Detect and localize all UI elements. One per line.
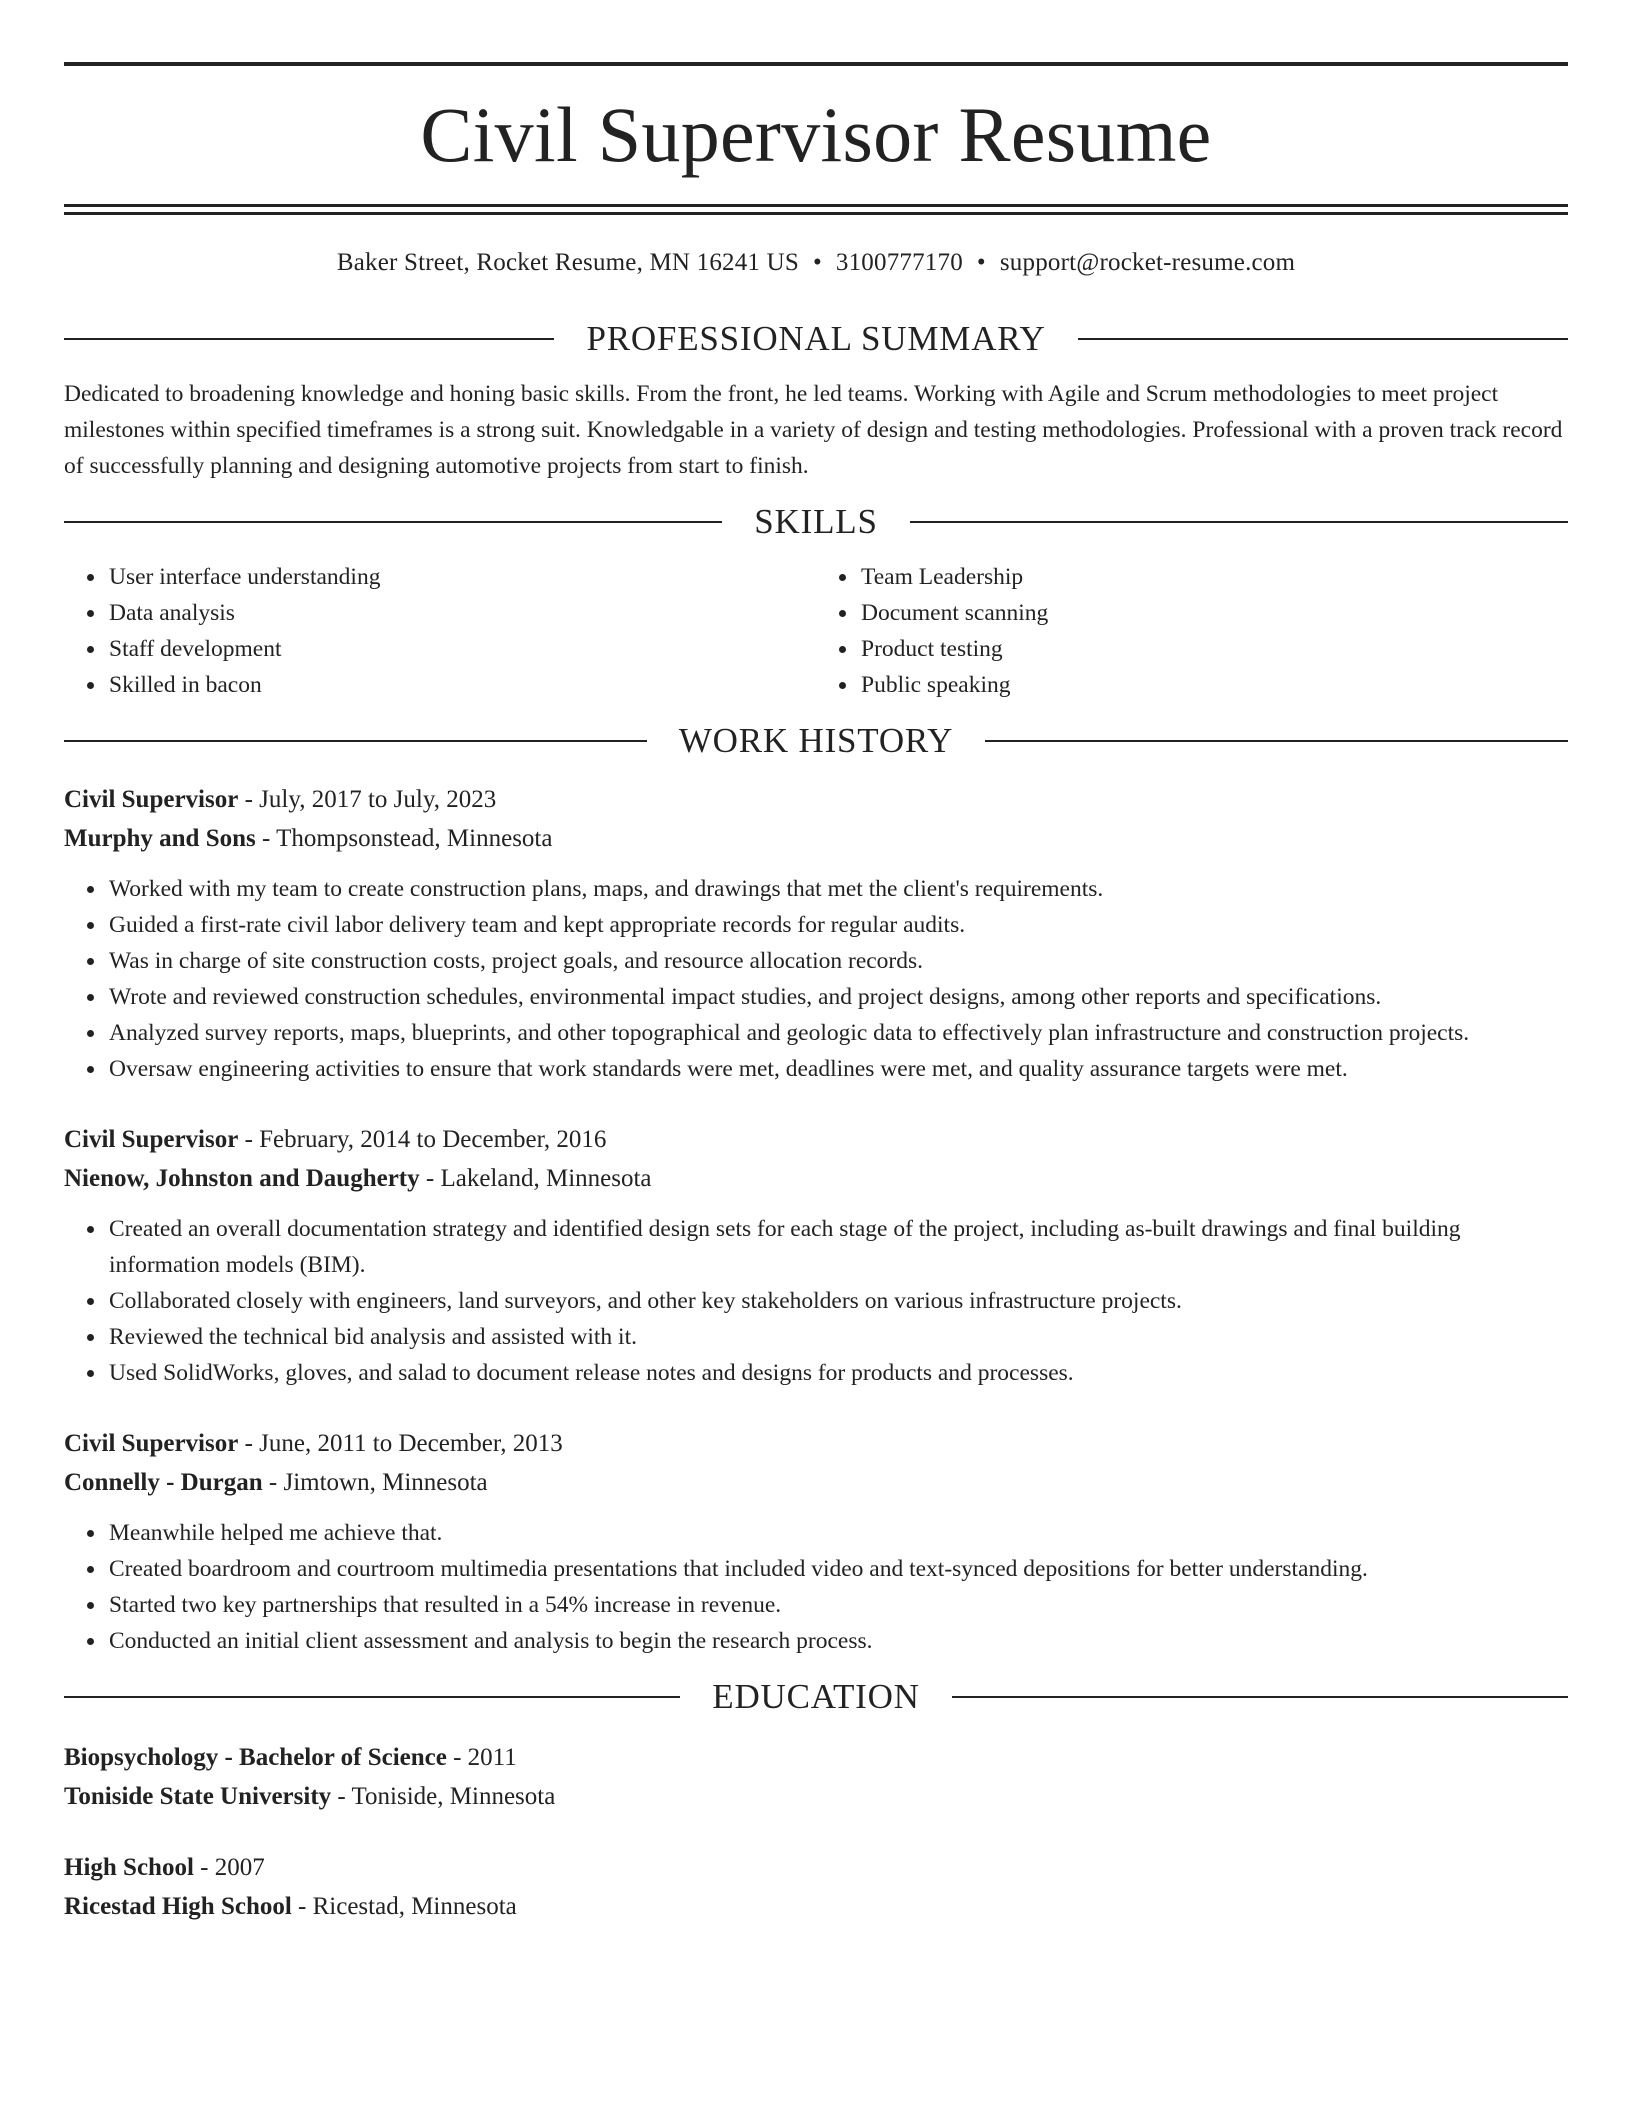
job-bullet: • Started two key partnerships that resulted in a 54% increase in revenue. [107, 1587, 1568, 1623]
job-bullet: • Reviewed the technical bid analysis and assisted with it. [107, 1319, 1568, 1355]
title-double-rule [64, 204, 1568, 215]
heading-rule [985, 740, 1568, 742]
skills-list [64, 559, 1568, 703]
job-bullet: • Collaborated closely with engineers, land surveyors, and other key stakeholders on various infrastructure projects. [107, 1283, 1568, 1319]
job-location: - Lakeland, Minnesota [419, 1165, 652, 1192]
education-degree-line [64, 1738, 1568, 1777]
contact-separator: • [812, 249, 822, 276]
heading-rule [64, 740, 647, 742]
skill-item: • User interface understanding [107, 559, 816, 595]
job-title: Civil Supervisor [64, 1430, 239, 1457]
job-entry [64, 1120, 1568, 1391]
job-bullet: • Was in charge of site construction costs, project goals, and resource allocation records. [107, 943, 1568, 979]
job-dates: - June, 2011 to December, 2013 [238, 1430, 563, 1457]
skill-item: • Team Leadership [859, 559, 1568, 595]
job-bullet: • Created boardroom and courtroom multimedia presentations that included video and text-synced depositions for better understanding. [107, 1551, 1568, 1587]
section-title: SKILLS [754, 502, 878, 541]
job-location: - Thompsonstead, Minnesota [255, 825, 553, 852]
education-degree: High School [64, 1854, 194, 1881]
job-bullet: • Worked with my team to create construction plans, maps, and drawings that met the client's requirements. [107, 871, 1568, 907]
summary-text: Dedicated to broadening knowledge and honing basic skills. From the front, he led teams. Working with Agile and Scrum methodologies to meet project milestones within specified timeframes is a strong suit. Knowledgable in a variety of design and testing methodologies. Professional with a proven track record of successfully planning and designing automotive projects from start to finish. [64, 381, 1563, 479]
skill-item: • Document scanning [859, 595, 1568, 631]
contact-separator: • [976, 249, 986, 276]
job-company: Murphy and Sons [64, 825, 256, 852]
job-company: Connelly - Durgan [64, 1469, 263, 1496]
job-bullet: • Wrote and reviewed construction schedules, environmental impact studies, and project designs, among other reports and specifications. [107, 979, 1568, 1015]
job-bullet: • Used SolidWorks, gloves, and salad to document release notes and designs for products and processes. [107, 1355, 1568, 1391]
job-entry [64, 1424, 1568, 1659]
section-heading-work-history [64, 723, 1568, 758]
section-heading-education [64, 1679, 1568, 1714]
skill-item: • Product testing [859, 631, 1568, 667]
education-entry [64, 1848, 1568, 1926]
education-year: - 2011 [446, 1744, 517, 1771]
job-title: Civil Supervisor [64, 1126, 239, 1153]
job-bullets [64, 871, 1568, 1087]
page-title: Civil Supervisor Resume [420, 91, 1212, 178]
job-bullet: • Conducted an initial client assessment and analysis to begin the research process. [107, 1623, 1568, 1659]
education-school: Ricestad High School [64, 1893, 292, 1920]
education-location: - Ricestad, Minnesota [291, 1893, 517, 1920]
job-bullet: • Analyzed survey reports, maps, blueprints, and other topographical and geologic data to effectively plan infrastructure and construction projects. [107, 1015, 1568, 1051]
skills-column-right [816, 559, 1568, 703]
heading-rule [64, 1696, 680, 1698]
section-title: WORK HISTORY [678, 721, 954, 760]
section-heading-skills [64, 504, 1568, 539]
job-company-line [64, 1159, 1568, 1198]
education-school: Toniside State University [64, 1783, 332, 1810]
job-bullet: • Created an overall documentation strategy and identified design sets for each stage of the project, including as-built drawings and final building information models (BIM). [107, 1211, 1568, 1283]
skill-item: • Staff development [107, 631, 816, 667]
heading-rule [1078, 338, 1568, 340]
education-school-line [64, 1777, 1568, 1816]
top-rule [64, 62, 1568, 66]
section-title: EDUCATION [712, 1677, 920, 1716]
contact-phone: 3100777170 [835, 249, 963, 276]
contact-line [64, 249, 1568, 277]
job-title-line [64, 780, 1568, 819]
education-school-line [64, 1887, 1568, 1926]
education-degree: Biopsychology - Bachelor of Science [64, 1744, 447, 1771]
job-entry [64, 780, 1568, 1087]
heading-rule [64, 338, 554, 340]
job-bullets [64, 1515, 1568, 1659]
job-location: - Jimtown, Minnesota [262, 1469, 488, 1496]
education-location: - Toniside, Minnesota [331, 1783, 556, 1810]
job-title-line [64, 1120, 1568, 1159]
job-dates: - February, 2014 to December, 2016 [238, 1126, 607, 1153]
job-title: Civil Supervisor [64, 786, 239, 813]
job-title-line [64, 1424, 1568, 1463]
skill-item: • Public speaking [859, 667, 1568, 703]
job-company-line [64, 819, 1568, 858]
section-title: PROFESSIONAL SUMMARY [586, 319, 1046, 358]
contact-email: support@rocket-resume.com [999, 249, 1296, 276]
education-entry [64, 1738, 1568, 1816]
job-bullet: • Oversaw engineering activities to ensure that work standards were met, deadlines were met, and quality assurance targets were met. [107, 1051, 1568, 1087]
contact-address: Baker Street, Rocket Resume, MN 16241 US [336, 249, 799, 276]
job-company: Nienow, Johnston and Daugherty [64, 1165, 420, 1192]
job-dates: - July, 2017 to July, 2023 [238, 786, 497, 813]
section-heading-summary [64, 321, 1568, 356]
skill-item: • Data analysis [107, 595, 816, 631]
job-bullet: • Guided a first-rate civil labor delivery team and kept appropriate records for regular audits. [107, 907, 1568, 943]
heading-rule [952, 1696, 1568, 1698]
job-bullet: • Meanwhile helped me achieve that. [107, 1515, 1568, 1551]
job-bullets [64, 1211, 1568, 1391]
heading-rule [910, 521, 1568, 523]
skill-item: • Skilled in bacon [107, 667, 816, 703]
job-company-line [64, 1463, 1568, 1502]
skills-column-left [64, 559, 816, 703]
education-year: - 2007 [193, 1854, 265, 1881]
heading-rule [64, 521, 722, 523]
education-degree-line [64, 1848, 1568, 1887]
